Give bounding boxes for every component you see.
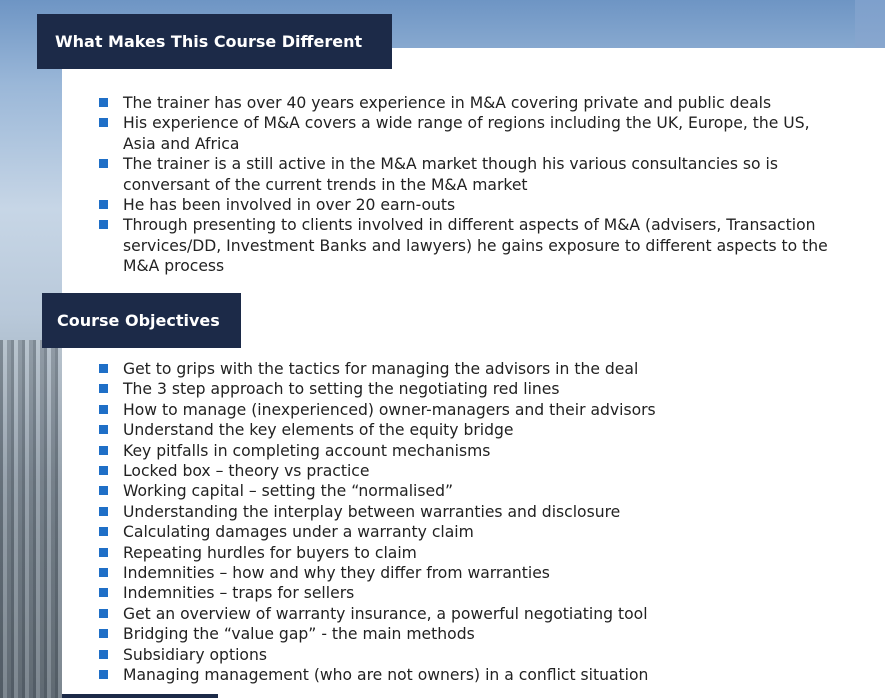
square-bullet-icon <box>99 405 108 414</box>
list-item-text: Working capital – setting the “normalised” <box>123 482 454 501</box>
list-item-text: How to manage (inexperienced) owner-managers and their advisors <box>123 400 656 419</box>
section-header-course-objectives: Course Objectives <box>42 293 241 348</box>
square-bullet-icon <box>99 588 108 597</box>
square-bullet-icon <box>99 98 108 107</box>
square-bullet-icon <box>99 466 108 475</box>
section-header-course-different: What Makes This Course Different <box>37 14 392 69</box>
list-item <box>97 359 847 379</box>
square-bullet-icon <box>99 384 108 393</box>
list-item <box>97 420 847 440</box>
square-bullet-icon <box>99 629 108 638</box>
list-item-text: Bridging the “value gap” - the main methods <box>123 625 475 644</box>
list-item <box>97 215 847 276</box>
list-item <box>97 563 847 583</box>
list-item-text: Understand the key elements of the equity bridge <box>123 421 514 440</box>
square-bullet-icon <box>99 118 108 127</box>
square-bullet-icon <box>99 486 108 495</box>
list-item <box>97 665 847 685</box>
list-item-text: Indemnities – how and why they differ from warranties <box>123 564 550 583</box>
square-bullet-icon <box>99 568 108 577</box>
background-buildings <box>0 340 70 698</box>
list-item-text: Get an overview of warranty insurance, a powerful negotiating tool <box>123 604 648 623</box>
course-different-list <box>97 93 847 277</box>
square-bullet-icon <box>99 220 108 229</box>
square-bullet-icon <box>99 364 108 373</box>
list-item-text: Subsidiary options <box>123 645 267 664</box>
bottom-accent-bar <box>62 694 218 698</box>
square-bullet-icon <box>99 446 108 455</box>
list-item-text: Managing management (who are not owners) in a conflict situation <box>123 666 649 685</box>
list-item <box>97 645 847 665</box>
square-bullet-icon <box>99 200 108 209</box>
list-item-text: Understanding the interplay between warranties and disclosure <box>123 502 621 521</box>
list-item <box>97 113 847 154</box>
list-item <box>97 461 847 481</box>
list-item-text: Through presenting to clients involved in different aspects of M&A (advisers, Transaction services/DD, Investment Banks and lawyers) he gains exposure to different aspects to the M&A process <box>123 216 828 276</box>
square-bullet-icon <box>99 527 108 536</box>
list-item-text: Locked box – theory vs practice <box>123 462 370 481</box>
list-item <box>97 481 847 501</box>
list-item-text: The 3 step approach to setting the negotiating red lines <box>123 380 560 399</box>
square-bullet-icon <box>99 507 108 516</box>
list-item <box>97 543 847 563</box>
square-bullet-icon <box>99 425 108 434</box>
list-item <box>97 400 847 420</box>
square-bullet-icon <box>99 609 108 618</box>
list-item <box>97 583 847 603</box>
list-item <box>97 522 847 542</box>
square-bullet-icon <box>99 650 108 659</box>
list-item <box>97 624 847 644</box>
list-item-text: Repeating hurdles for buyers to claim <box>123 543 417 562</box>
square-bullet-icon <box>99 548 108 557</box>
list-item-text: Key pitfalls in completing account mechanisms <box>123 441 491 460</box>
list-item <box>97 502 847 522</box>
list-item-text: He has been involved in over 20 earn-outs <box>123 196 456 215</box>
list-item-text: The trainer is a still active in the M&A market though his various consultancies so is conversant of the current trends in the M&A market <box>123 155 778 194</box>
list-item-text: Get to grips with the tactics for managing the advisors in the deal <box>123 360 639 378</box>
list-item-text: The trainer has over 40 years experience in M&A covering private and public deals <box>123 94 772 112</box>
list-item-text: Indemnities – traps for sellers <box>123 584 355 603</box>
list-item <box>97 93 847 113</box>
list-item-text: Calculating damages under a warranty claim <box>123 523 474 542</box>
list-item <box>97 379 847 399</box>
list-item <box>97 195 847 215</box>
square-bullet-icon <box>99 670 108 679</box>
course-objectives-list <box>97 359 847 686</box>
list-item <box>97 154 847 195</box>
list-item-text: His experience of M&A covers a wide range of regions including the UK, Europe, the US, Asia and Africa <box>123 114 810 153</box>
square-bullet-icon <box>99 159 108 168</box>
list-item <box>97 604 847 624</box>
list-item <box>97 441 847 461</box>
